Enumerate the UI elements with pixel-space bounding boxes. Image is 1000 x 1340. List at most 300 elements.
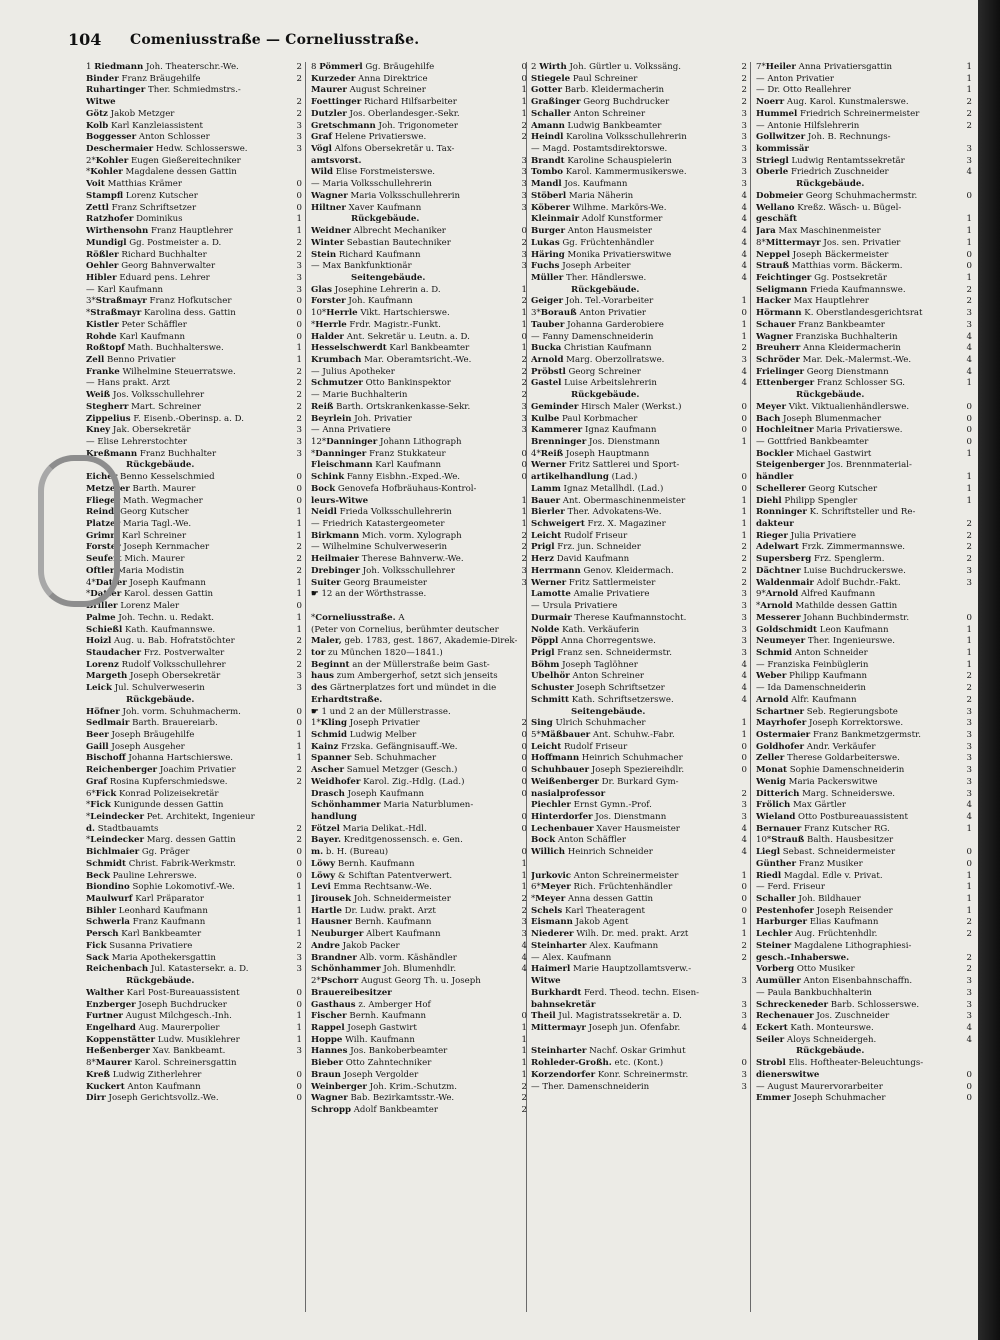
entry-text: Kreßmann Franz Buchhalter xyxy=(86,448,217,459)
entry-text: Rückgebäude. xyxy=(796,390,865,401)
directory-entry xyxy=(531,507,747,519)
entry-text: — Maria Volksschullehrerin xyxy=(311,179,432,190)
floor-number: 4 xyxy=(741,1022,747,1033)
directory-entry xyxy=(86,343,302,355)
directory-entry xyxy=(311,62,527,74)
directory-entry xyxy=(311,85,527,97)
directory-entry xyxy=(86,320,302,332)
directory-entry xyxy=(311,835,527,847)
floor-number: 1 xyxy=(966,823,972,834)
floor-number: 4 xyxy=(966,1034,972,1045)
entry-text: 2*Kohler Eugen Gießereitechniker xyxy=(86,155,241,166)
floor-number: 4 xyxy=(741,261,747,272)
directory-entry xyxy=(86,812,302,824)
entry-text: Gasthaus z. Amberger Hof xyxy=(311,999,431,1010)
entry-text: — Gottfried Bankbeamter xyxy=(756,437,869,447)
directory-entry xyxy=(531,226,747,238)
directory-entry xyxy=(311,167,527,179)
entry-text: kommissär xyxy=(756,144,809,155)
floor-number: 2 xyxy=(296,378,302,389)
floor-number: 2 xyxy=(521,542,527,553)
floor-number: 3 xyxy=(741,636,747,647)
directory-entry xyxy=(531,1082,747,1094)
floor-number xyxy=(737,777,747,789)
entry-text: Reindl Georg Kutscher xyxy=(86,507,189,518)
entry-text: Fick Susanna Privatiere xyxy=(86,940,193,951)
entry-text: Jara Max Maschinenmeister xyxy=(756,226,881,237)
directory-entry xyxy=(531,542,747,554)
floor-number: 3 xyxy=(521,413,527,424)
entry-text: Prigl Franz sen. Schneidermstr. xyxy=(531,647,672,658)
entry-text: Eismann Jakob Agent xyxy=(531,917,629,928)
entry-text: Riedl Magdal. Edle v. Privat. xyxy=(756,870,883,881)
directory-entry xyxy=(531,859,747,871)
floor-number: 2 xyxy=(296,659,302,670)
directory-entry xyxy=(86,460,302,472)
directory-entry xyxy=(311,1035,527,1047)
entry-text: Lukas Gg. Früchtenhändler xyxy=(531,237,654,248)
entry-text: Neumeyer Ther. Ingenieurswe. xyxy=(756,636,895,647)
entry-text: *Leindecker Pet. Architekt, Ingenieur xyxy=(86,812,255,822)
floor-number: 0 xyxy=(296,495,302,506)
entry-text: Kleinmair Adolf Kunstformer xyxy=(531,214,663,225)
entry-text: Emmer Joseph Schuhmacher xyxy=(756,1093,886,1104)
entry-text: Ronninger K. Schriftsteller und Re- xyxy=(756,507,916,518)
directory-entry xyxy=(756,121,972,133)
directory-entry xyxy=(756,695,972,707)
directory-entry xyxy=(756,214,972,226)
floor-number xyxy=(517,835,527,847)
floor-number: 2 xyxy=(966,694,972,705)
directory-entry xyxy=(531,519,747,531)
entry-text: Gretschmann Joh. Trigonometer xyxy=(311,120,458,131)
directory-entry xyxy=(756,343,972,355)
floor-number: 2 xyxy=(966,952,972,963)
entry-text: *Herrle Frdr. Magistr.-Funkt. xyxy=(311,319,441,330)
floor-number: 0 xyxy=(521,331,527,342)
entry-text: Heindl Karolina Volksschullehrerin xyxy=(531,132,687,143)
floor-number xyxy=(737,964,747,976)
directory-entry xyxy=(311,800,527,812)
entry-text: — Max Bankfunktionär xyxy=(311,261,412,272)
entry-text: — Julius Apotheker xyxy=(311,366,395,377)
floor-number: 1 xyxy=(296,612,302,623)
floor-number xyxy=(737,460,747,472)
directory-entry xyxy=(531,308,747,320)
directory-entry xyxy=(311,425,527,437)
entry-text: Bihler Leonhard Kaufmann xyxy=(86,905,208,916)
entry-text: Bayer. Kreditgenossensch. e. Gen. xyxy=(311,835,463,846)
directory-entry xyxy=(86,707,302,719)
floor-number: 1 xyxy=(296,929,302,940)
floor-number: 3 xyxy=(741,601,747,612)
entry-text: Kainz Frzska. Gefängnisauff.-We. xyxy=(311,741,458,752)
directory-entry xyxy=(311,355,527,367)
floor-number xyxy=(517,683,527,695)
floor-number: 0 xyxy=(966,425,972,436)
directory-entry xyxy=(531,484,747,496)
directory-entry xyxy=(531,472,747,484)
entry-text: Weidhofer Karol. Zig.-Hdlg. (Lad.) xyxy=(311,776,465,787)
directory-entry xyxy=(86,660,302,672)
directory-entry xyxy=(531,988,747,1000)
directory-entry xyxy=(756,531,972,543)
floor-number: 1 xyxy=(296,519,302,530)
directory-entry xyxy=(756,859,972,871)
floor-number: 3 xyxy=(966,319,972,330)
directory-entry xyxy=(756,355,972,367)
entry-text: Jirousek Joh. Schneidermeister xyxy=(311,894,451,905)
directory-entry xyxy=(756,847,972,859)
entry-text: Weidner Albrecht Mechaniker xyxy=(311,226,446,237)
entry-text: Bock Anton Schäffler xyxy=(531,835,626,846)
directory-entry xyxy=(531,238,747,250)
floor-number: 1 xyxy=(521,343,527,354)
entry-text: Goldschmidt Leon Kaufmann xyxy=(756,624,889,635)
entry-text: Arnold Marg. Oberzollratswe. xyxy=(531,354,665,365)
floor-number: 0 xyxy=(966,1069,972,1080)
floor-number: 4 xyxy=(741,214,747,225)
entry-text: Striegl Ludwig Rentamtssekretär xyxy=(756,155,905,166)
entry-text: *Fick Kunigunde dessen Gattin xyxy=(86,800,224,811)
entry-text: Bierler Ther. Advokatens-We. xyxy=(531,507,662,518)
entry-text: Brandner Alb. vorm. Käshändler xyxy=(311,952,457,963)
floor-number: 2 xyxy=(296,835,302,846)
directory-entry xyxy=(756,941,972,953)
directory-entry xyxy=(86,1011,302,1023)
entry-text: Zell Benno Privatier xyxy=(86,354,176,365)
floor-number: 4 xyxy=(741,272,747,283)
floor-number: 0 xyxy=(966,847,972,858)
entry-text: Weiß Jos. Volksschullehrer xyxy=(86,390,205,401)
directory-entry xyxy=(311,367,527,379)
entry-text: — Dr. Otto Reallehrer xyxy=(756,85,851,96)
floor-number xyxy=(962,132,972,144)
directory-entry xyxy=(531,976,747,988)
entry-text: Pestenhofer Joseph Reisender xyxy=(756,905,893,916)
floor-number: 3 xyxy=(966,577,972,588)
entry-text: 12*Danninger Johann Lithograph xyxy=(311,437,462,447)
floor-number: 3 xyxy=(741,624,747,635)
directory-entry xyxy=(531,437,747,449)
entry-text: Mundigl Gg. Postmeister a. D. xyxy=(86,237,222,248)
entry-text: Strauß Matthias vorm. Bäckerm. xyxy=(756,261,903,272)
directory-entry xyxy=(311,1082,527,1094)
floor-number: 0 xyxy=(296,706,302,717)
directory-entry xyxy=(86,941,302,953)
floor-number: 2 xyxy=(296,636,302,647)
entry-text: Furtner August Milchgesch.-Inh. xyxy=(86,1011,232,1022)
entry-text: Hochleitner Maria Privatierswe. xyxy=(756,425,903,436)
directory-entry xyxy=(531,1070,747,1082)
directory-entry xyxy=(86,355,302,367)
directory-entry xyxy=(531,296,747,308)
entry-text: 9*Arnold Alfred Kaufmann xyxy=(756,589,876,600)
directory-entry xyxy=(86,765,302,777)
entry-text: Andre Jakob Packer xyxy=(311,940,400,951)
entry-text: haus zum Ambergerhof, setzt sich jenseits xyxy=(311,671,498,682)
entry-text: Graßinger Georg Buchdrucker xyxy=(531,97,670,108)
floor-number: 1 xyxy=(521,1022,527,1033)
floor-number: 4 xyxy=(741,659,747,670)
entry-text: Gaill Joseph Ausgeher xyxy=(86,741,185,752)
entry-text: Lamm Ignaz Metallhdl. (Lad.) xyxy=(531,483,664,494)
floor-number: 4 xyxy=(741,202,747,213)
directory-entry xyxy=(531,917,747,929)
entry-text: *Danninger Franz Stukkateur xyxy=(311,448,446,459)
floor-number xyxy=(737,1035,747,1047)
floor-number: 0 xyxy=(521,472,527,483)
directory-entry xyxy=(311,484,527,496)
floor-number: 3 xyxy=(966,987,972,998)
directory-entry xyxy=(756,97,972,109)
floor-number: 2 xyxy=(741,940,747,951)
directory-entry xyxy=(311,566,527,578)
directory-entry xyxy=(756,308,972,320)
floor-number: 0 xyxy=(296,296,302,307)
directory-entry xyxy=(756,542,972,554)
entry-text: Strobl Elis. Hoftheater-Beleuchtungs- xyxy=(756,1058,924,1069)
directory-entry xyxy=(86,296,302,308)
directory-entry xyxy=(86,97,302,109)
directory-entry xyxy=(86,179,302,191)
directory-entry xyxy=(756,261,972,273)
entry-text: Neppel Joseph Bäckermeister xyxy=(756,249,889,260)
floor-number: 2 xyxy=(966,542,972,553)
directory-entry xyxy=(311,402,527,414)
entry-text: Stampfl Lorenz Kutscher xyxy=(86,190,198,201)
directory-entry xyxy=(86,613,302,625)
directory-entry xyxy=(531,132,747,144)
directory-entry xyxy=(311,941,527,953)
entry-text: Kney Jak. Obersekretär xyxy=(86,425,191,436)
directory-entry xyxy=(311,613,527,625)
floor-number: 3 xyxy=(966,718,972,729)
entry-text: Gollwitzer Joh. B. Rechnungs- xyxy=(756,132,891,143)
directory-entry xyxy=(311,730,527,742)
floor-number: 0 xyxy=(741,741,747,752)
directory-entry xyxy=(311,589,527,601)
directory-entry xyxy=(86,835,302,847)
entry-text: Hibler Eduard pens. Lehrer xyxy=(86,272,210,283)
floor-number xyxy=(737,859,747,871)
entry-text: Wagner Maria Volksschullehrerin xyxy=(311,190,461,201)
entry-text: Maurer August Schreiner xyxy=(311,85,426,96)
floor-number: 2 xyxy=(966,108,972,119)
floor-number: 0 xyxy=(966,249,972,260)
entry-text: Seligmann Frieda Kaufmannswe. xyxy=(756,284,906,295)
entry-text: Seufert Mich. Maurer xyxy=(86,554,185,565)
entry-text: Neuburger Albert Kaufmann xyxy=(311,929,441,940)
entry-text: Graf Rosina Kupferschmiedswe. xyxy=(86,776,228,787)
directory-entry xyxy=(86,976,302,988)
entry-text: Löwy & Schiftan Patentverwert. xyxy=(311,870,453,881)
floor-number: 3 xyxy=(521,425,527,436)
floor-number: 1 xyxy=(296,905,302,916)
floor-number: 0 xyxy=(741,905,747,916)
directory-entry xyxy=(756,1082,972,1094)
floor-number xyxy=(292,800,302,812)
directory-entry xyxy=(311,894,527,906)
entry-text: Spanner Seb. Schuhmacher xyxy=(311,753,437,764)
floor-number: 1 xyxy=(296,741,302,752)
floor-number: 3 xyxy=(296,952,302,963)
directory-entry xyxy=(756,613,972,625)
entry-text: Hinterdorfer Jos. Dienstmann xyxy=(531,812,667,822)
entry-text: Harburger Elias Kaufmann xyxy=(756,917,879,928)
entry-text: — Wilhelmine Schulverweserin xyxy=(311,542,448,553)
floor-number: 1 xyxy=(966,214,972,225)
directory-entry xyxy=(756,917,972,929)
directory-entry xyxy=(531,589,747,601)
directory-entry xyxy=(531,941,747,953)
entry-text: Bernauer Franz Kutscher RG. xyxy=(756,823,890,834)
entry-text: Meyer Vikt. Viktualienhändlerswe. xyxy=(756,401,910,412)
floor-number: 0 xyxy=(966,858,972,869)
column-rule xyxy=(305,62,306,1312)
directory-entry xyxy=(531,261,747,273)
directory-entry xyxy=(311,917,527,929)
entry-text: Mittermayr Joseph jun. Ofenfabr. xyxy=(531,1022,681,1033)
directory-entry xyxy=(86,378,302,390)
entry-text: Sing Ulrich Schuhmacher xyxy=(531,718,646,729)
directory-entry xyxy=(531,753,747,765)
directory-entry xyxy=(311,964,527,976)
floor-number: 2 xyxy=(296,565,302,576)
directory-entry xyxy=(531,871,747,883)
floor-number: 0 xyxy=(296,202,302,213)
directory-entry xyxy=(311,765,527,777)
directory-entry xyxy=(531,847,747,859)
entry-text: Müller Ther. Händlerswe. xyxy=(531,272,647,283)
floor-number: 3 xyxy=(741,144,747,155)
entry-text: Weinberger Joh. Krim.-Schutzm. xyxy=(311,1081,457,1092)
directory-entry xyxy=(531,496,747,508)
floor-number: 1 xyxy=(296,729,302,740)
directory-entry xyxy=(531,109,747,121)
directory-entry xyxy=(531,671,747,683)
floor-number: 4 xyxy=(741,683,747,694)
directory-entry xyxy=(756,753,972,765)
directory-entry xyxy=(531,156,747,168)
entry-text: m. b. H. (Bureau) xyxy=(311,847,389,858)
floor-number xyxy=(292,85,302,97)
directory-entry xyxy=(311,542,527,554)
entry-text: Vögl Alfons Obersekretär u. Tax- xyxy=(311,144,455,155)
entry-text: Ostermaier Franz Bankmetzgermstr. xyxy=(756,729,921,740)
floor-number xyxy=(292,1058,302,1070)
floor-number: 3 xyxy=(741,155,747,166)
paper-clip-icon xyxy=(38,455,120,607)
entry-text: Löwy Bernh. Kaufmann xyxy=(311,858,415,869)
floor-number: 0 xyxy=(521,741,527,752)
floor-number: 2 xyxy=(296,73,302,84)
entry-text: Steinharter Alex. Kaufmann xyxy=(531,940,659,951)
floor-number: 1 xyxy=(296,1022,302,1033)
floor-number: 0 xyxy=(296,718,302,729)
directory-entry xyxy=(311,882,527,894)
floor-number: 3 xyxy=(521,167,527,178)
running-title: Comeniusstraße — Corneliusstraße. xyxy=(130,32,420,48)
directory-entry xyxy=(311,507,527,519)
entry-text: 3*Borauß Anton Privatier xyxy=(531,308,647,319)
floor-number: 0 xyxy=(521,460,527,471)
floor-number: 1 xyxy=(966,226,972,237)
entry-text: Foettinger Richard Hilfsarbeiter xyxy=(311,97,457,108)
floor-number: 2 xyxy=(296,97,302,108)
entry-text: Rappel Joseph Gastwirt xyxy=(311,1022,417,1033)
directory-entry xyxy=(311,460,527,472)
entry-text: des Gärtnerplatzes fort und mündet in die xyxy=(311,683,497,694)
floor-number: 2 xyxy=(296,542,302,553)
directory-entry xyxy=(86,953,302,965)
floor-number: 2 xyxy=(966,296,972,307)
floor-number: 2 xyxy=(966,671,972,682)
entry-text: Steinharter Nachf. Oskar Grimhut xyxy=(531,1046,686,1057)
directory-entry xyxy=(756,683,972,695)
directory-entry xyxy=(756,625,972,637)
directory-entry xyxy=(756,285,972,297)
entry-text: Schönhammer Joh. Blumenhdlr. xyxy=(311,964,457,975)
entry-text: 2 Wirth Joh. Gürtler u. Volkssäng. xyxy=(531,62,681,72)
entry-text: — Elise Lehrerstochter xyxy=(86,437,187,447)
directory-entry xyxy=(531,730,747,742)
floor-number: 2 xyxy=(296,776,302,787)
entry-text: Schmid Ludwig Melber xyxy=(311,729,417,740)
directory-entry xyxy=(86,1023,302,1035)
entry-text: Feichtinger Gg. Postsekretär xyxy=(756,272,887,283)
directory-entry xyxy=(311,929,527,941)
directory-entry xyxy=(756,894,972,906)
entry-text: Sack Maria Apothekersgattin xyxy=(86,952,216,963)
directory-entry xyxy=(531,601,747,613)
floor-number: 2 xyxy=(521,378,527,389)
floor-number: 2 xyxy=(741,952,747,963)
entry-text: Hoffmann Heinrich Schuhmacher xyxy=(531,753,683,764)
floor-number: 0 xyxy=(966,261,972,272)
floor-number: 0 xyxy=(521,847,527,858)
directory-entry xyxy=(756,250,972,262)
entry-text: Reiß Barth. Ortskrankenkasse-Sekr. xyxy=(311,401,471,412)
entry-text: 8*Mittermayr Jos. sen. Privatier xyxy=(756,237,901,248)
floor-number: 0 xyxy=(966,437,972,447)
directory-entry xyxy=(756,74,972,86)
floor-number: 0 xyxy=(296,1069,302,1080)
floor-number: 3 xyxy=(741,354,747,365)
entry-text: Schuster Joseph Schriftsetzer xyxy=(531,683,665,694)
floor-number xyxy=(517,976,527,988)
floor-number: 1 xyxy=(521,1058,527,1069)
directory-entry xyxy=(86,894,302,906)
floor-number: 3 xyxy=(521,249,527,260)
floor-number xyxy=(292,976,302,988)
entry-text: Herz David Kaufmann xyxy=(531,554,630,565)
directory-entry xyxy=(86,390,302,402)
entry-text: Oftler Maria Modistin xyxy=(86,565,185,576)
entry-text: 6*Meyer Rich. Früchtenhändler xyxy=(531,882,673,893)
floor-number xyxy=(517,214,527,226)
entry-text: artikelhandlung (Lad.) xyxy=(531,472,638,483)
floor-number: 2 xyxy=(521,1093,527,1104)
entry-text: Wieland Otto Postbureauassistent xyxy=(756,812,908,822)
directory-entry xyxy=(311,238,527,250)
directory-entry xyxy=(756,730,972,742)
entry-text: Koppenstätter Ludw. Musiklehrer xyxy=(86,1034,240,1045)
floor-number: 2 xyxy=(521,894,527,905)
directory-entry xyxy=(86,332,302,344)
floor-number xyxy=(737,1046,747,1058)
directory-entry xyxy=(311,707,527,719)
